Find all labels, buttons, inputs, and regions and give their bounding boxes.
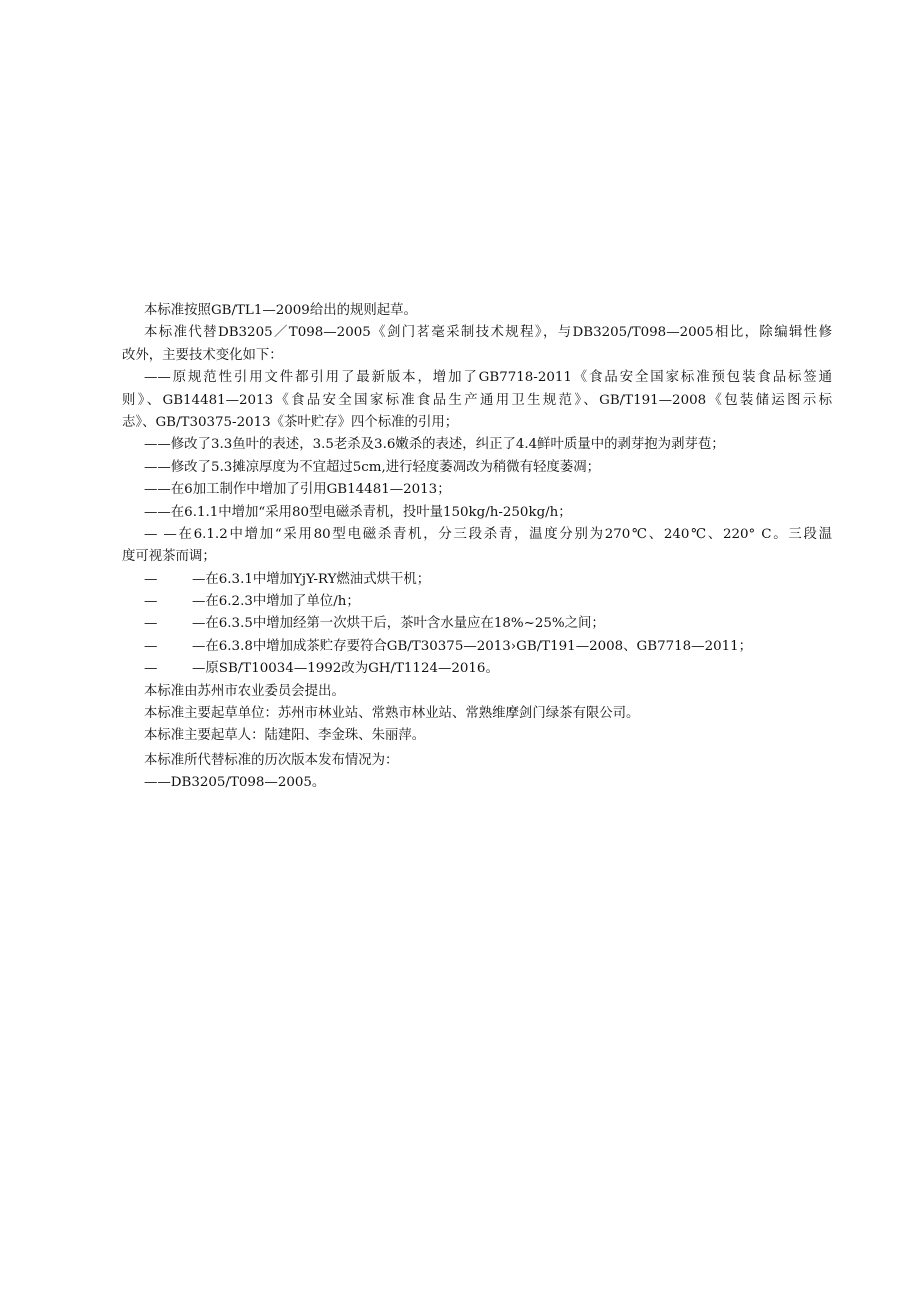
- change-item-processing: ——在6加工制作中增加了引用GB14481—2013；: [144, 482, 451, 498]
- replacement-statement-line-1: 本标准代替DB3205／T098—2005《剑门茗毫采制技术规程》，与DB3205/T098—2005相比，除编辑性修: [144, 325, 832, 341]
- change-item-spreading: ——修改了5.3摊凉厚度为不宜超过5cm,进行轻度萎凋改为稍微有轻度萎凋；: [144, 459, 600, 475]
- change-item-text: —在6.3.1中增加YjY-RY燃油式烘干机；: [192, 571, 431, 587]
- drafting-units-line: 本标准主要起草单位：苏州市林业站、常熟市林业站、常熟维摩剑门绿茶有限公司。: [144, 706, 640, 722]
- change-item-references-line-3: 志》、GB/T30375-2013《茶叶贮存》四个标准的引用；: [122, 414, 459, 430]
- dash-mark: —: [144, 638, 158, 654]
- dash-mark: —: [144, 661, 158, 677]
- drafters-line: 本标准主要起草人：陆建阳、李金珠、朱丽萍。: [144, 728, 426, 744]
- previous-edition-item: ——DB3205/T098—2005。: [144, 775, 326, 791]
- replacement-statement-line-2: 改外，主要技术变化如下：: [122, 347, 283, 363]
- change-item-6-3-1: [122, 569, 832, 591]
- change-item-6-1-2-line-2: 度可视茶而调；: [122, 549, 216, 565]
- change-item-text: —在6.3.5中增加经第一次烘干后，茶叶含水量应在18%~25%之间；: [192, 616, 605, 632]
- dash-mark: —: [144, 571, 158, 587]
- change-item-6-3-5: [122, 613, 832, 635]
- dash-mark: —: [144, 616, 158, 632]
- change-item-6-1-1: ——在6.1.1中增加“采用80型电磁杀青机，投叶量150kg/h-250kg/h；: [144, 504, 572, 520]
- change-item-references-line-2: 则》、GB14481—2013《食品安全国家标准食品生产通用卫生规范》、GB/T191—2008《包装储运图示标: [122, 392, 832, 408]
- foreword-section: [122, 300, 832, 795]
- change-item-references-line-1: ——原规范性引用文件都引用了最新版本，增加了GB7718-2011《食品安全国家标准预包装食品标签通: [144, 370, 832, 386]
- drafting-rule-line: 本标准按照GB/TL1—2009给出的规则起草。: [144, 303, 417, 318]
- change-item-sb-replacement: [122, 658, 832, 680]
- change-item-6-2-3: [122, 591, 832, 613]
- change-item-text: —在6.3.8中增加成茶贮存要符合GB/T30375—2013›GB/T191—2008、GB7718—2011；: [192, 638, 753, 654]
- change-item-text: —在6.2.3中增加了单位/h；: [192, 594, 360, 610]
- dash-mark: —: [144, 594, 158, 610]
- change-item-6-3-8: [122, 636, 832, 658]
- change-item-terms: ——修改了3.3鱼叶的表述，3.5老杀及3.6嫩杀的表述，纠正了4.4鲜叶质量中的剥芽抱为剥芽苞；: [144, 437, 725, 453]
- change-item-text: —原SB/T10034—1992改为GH/T1124—2016。: [192, 661, 499, 677]
- previous-editions-heading: 本标准所代替标准的历次版本发布情况为：: [144, 752, 399, 768]
- change-item-6-1-2-line-1: — —在6.1.2中增加“采用80型电磁杀青机，分三段杀青，温度分别为270℃、240℃、220° C。三段温: [144, 526, 832, 542]
- proposer-line: 本标准由苏州市农业委员会提出。: [144, 683, 345, 699]
